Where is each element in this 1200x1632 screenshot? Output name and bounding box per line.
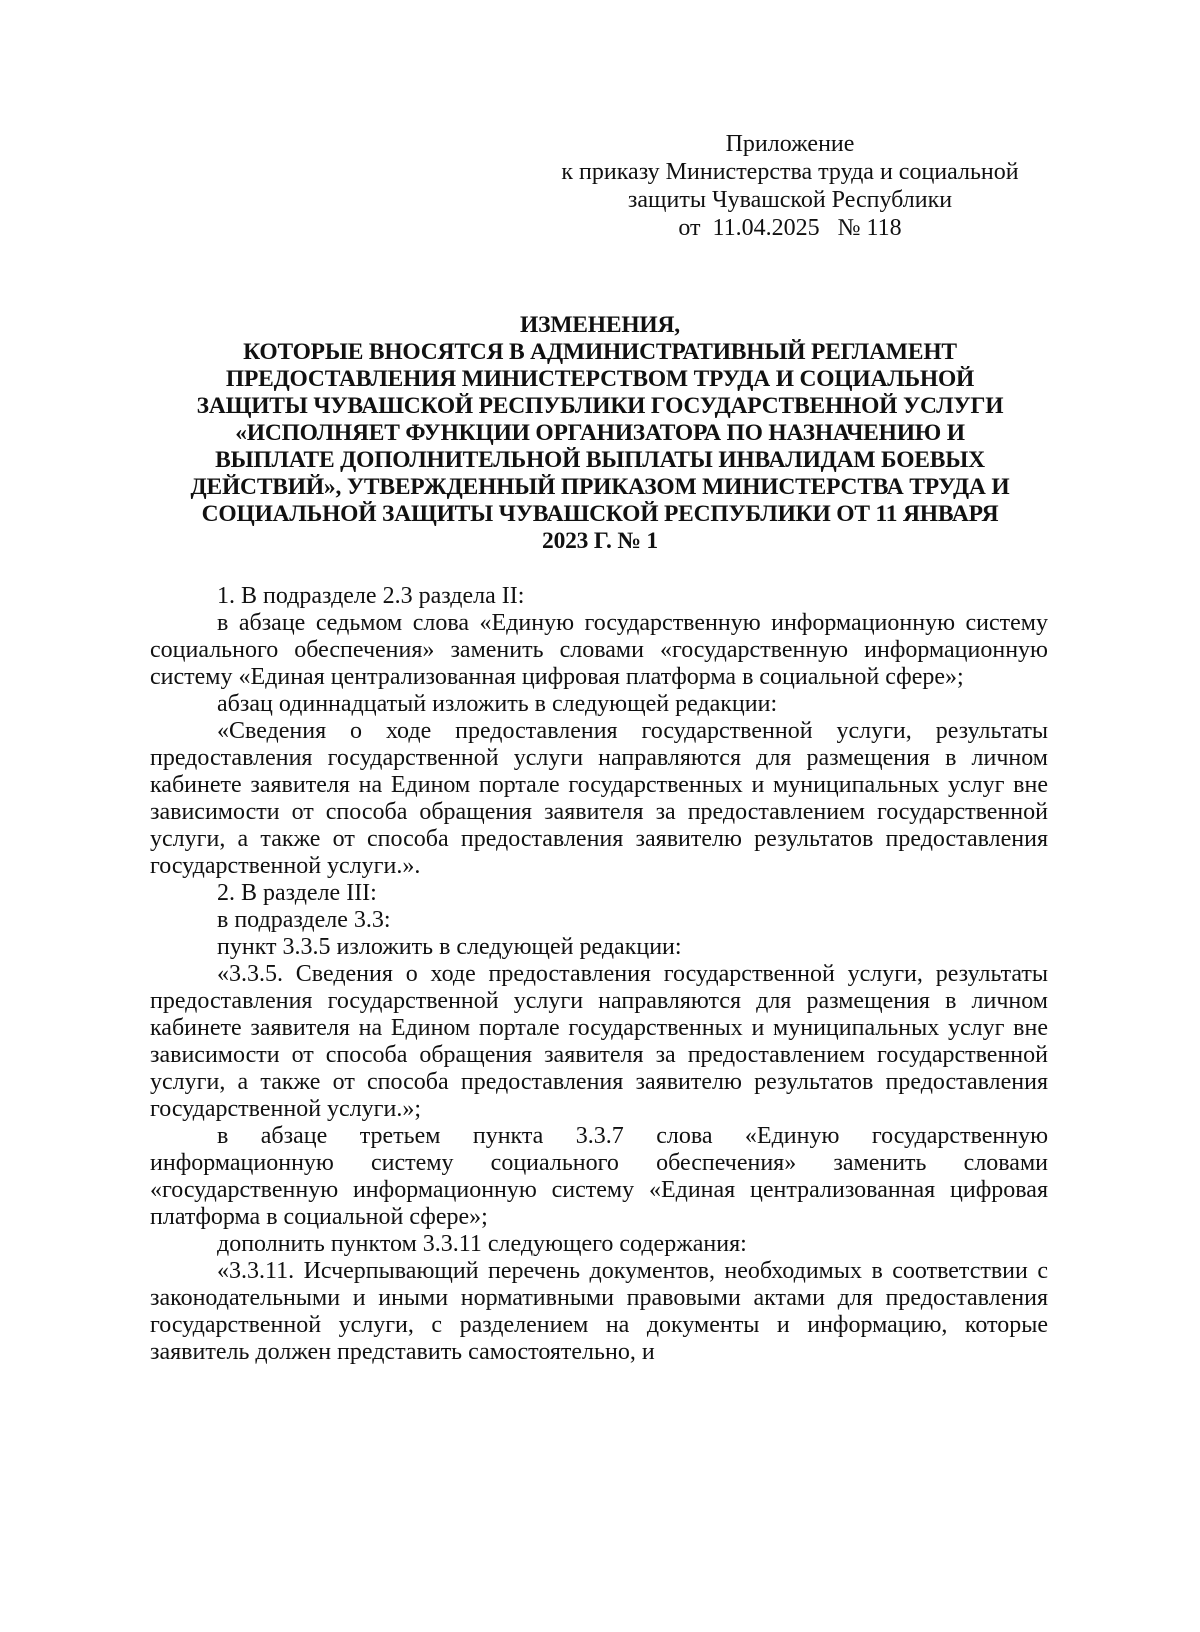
heading-line: СОЦИАЛЬНОЙ ЗАЩИТЫ ЧУВАШСКОЙ РЕСПУБЛИКИ ОТ 11 ЯНВАРЯ xyxy=(201,501,999,527)
document-body xyxy=(150,583,1048,1366)
heading-line: ДЕЙСТВИЙ», УТВЕРЖДЕННЫЙ ПРИКАЗОМ МИНИСТЕРСТВА ТРУДА И xyxy=(190,474,1010,500)
heading-line: ИЗМЕНЕНИЯ, xyxy=(520,312,680,338)
paragraph: в абзаце третьем пункта 3.3.7 слова «Единую государственную информационную систему социального обеспечения» заменить словами «государственную информационную систему «Единая централизованная цифровая платформа в социальной сфере»; xyxy=(150,1123,1048,1230)
paragraph: «Сведения о ходе предоставления государственной услуги, результаты предоставления государственной услуги направляются для размещения в личном кабинете заявителя на Едином портале государственных и муниципальных услуг вне зависимости от способа обращения заявителя за предоставлением государственной услуги, а также от способа предоставления заявителю результатов предоставления государственной услуги.». xyxy=(150,718,1048,879)
paragraph: «3.3.11. Исчерпывающий перечень документов, необходимых в соответствии с законодательными и иными нормативными правовыми актами для предоставления государственной услуги, с разделением на документы и информацию, которые заявитель должен представить самостоятельно, и xyxy=(150,1258,1048,1365)
heading-line: ЗАЩИТЫ ЧУВАШСКОЙ РЕСПУБЛИКИ ГОСУДАРСТВЕННОЙ УСЛУГИ xyxy=(196,393,1004,419)
paragraph: пункт 3.3.5 изложить в следующей редакции: xyxy=(217,934,682,960)
appendix-title: Приложение xyxy=(725,131,855,157)
heading-line: ВЫПЛАТЕ ДОПОЛНИТЕЛЬНОЙ ВЫПЛАТЫ ИНВАЛИДАМ БОЕВЫХ xyxy=(215,447,985,473)
appendix-ministry: защиты Чувашской Республики xyxy=(627,187,953,213)
paragraph: в абзаце седьмом слова «Единую государственную информационную систему социального обеспечения» заменить словами «государственную информационную систему «Единая централизованная цифровая платформа в социальной сфере»; xyxy=(150,610,1048,690)
paragraph: абзац одиннадцатый изложить в следующей редакции: xyxy=(217,691,778,717)
appendix-date-number: от 11.04.2025 № 118 xyxy=(678,215,902,241)
heading-line: КОТОРЫЕ ВНОСЯТСЯ В АДМИНИСТРАТИВНЫЙ РЕГЛАМЕНТ xyxy=(243,339,957,365)
paragraph: дополнить пунктом 3.3.11 следующего содержания: xyxy=(217,1231,747,1257)
heading-line: ПРЕДОСТАВЛЕНИЯ МИНИСТЕРСТВОМ ТРУДА И СОЦИАЛЬНОЙ xyxy=(225,366,975,392)
paragraph: 1. В подразделе 2.3 раздела II: xyxy=(217,583,525,609)
heading-line: «ИСПОЛНЯЕТ ФУНКЦИИ ОРГАНИЗАТОРА ПО НАЗНАЧЕНИЮ И xyxy=(235,420,965,446)
appendix-block xyxy=(520,130,1060,242)
paragraph: «3.3.5. Сведения о ходе предоставления государственной услуги, результаты предоставления государственной услуги направляются для размещения в личном кабинете заявителя на Едином портале государственных и муниципальных услуг вне зависимости от способа обращения заявителя за предоставлением государственной услуги, а также от способа предоставления заявителю результатов предоставления государственной услуги.»; xyxy=(150,961,1048,1122)
appendix-order-ref: к приказу Министерства труда и социальной xyxy=(561,159,1019,185)
paragraph: 2. В разделе III: xyxy=(217,880,377,906)
paragraph: в подразделе 3.3: xyxy=(217,907,391,933)
heading-line: 2023 Г. № 1 xyxy=(542,528,658,554)
document-heading xyxy=(150,312,1050,555)
